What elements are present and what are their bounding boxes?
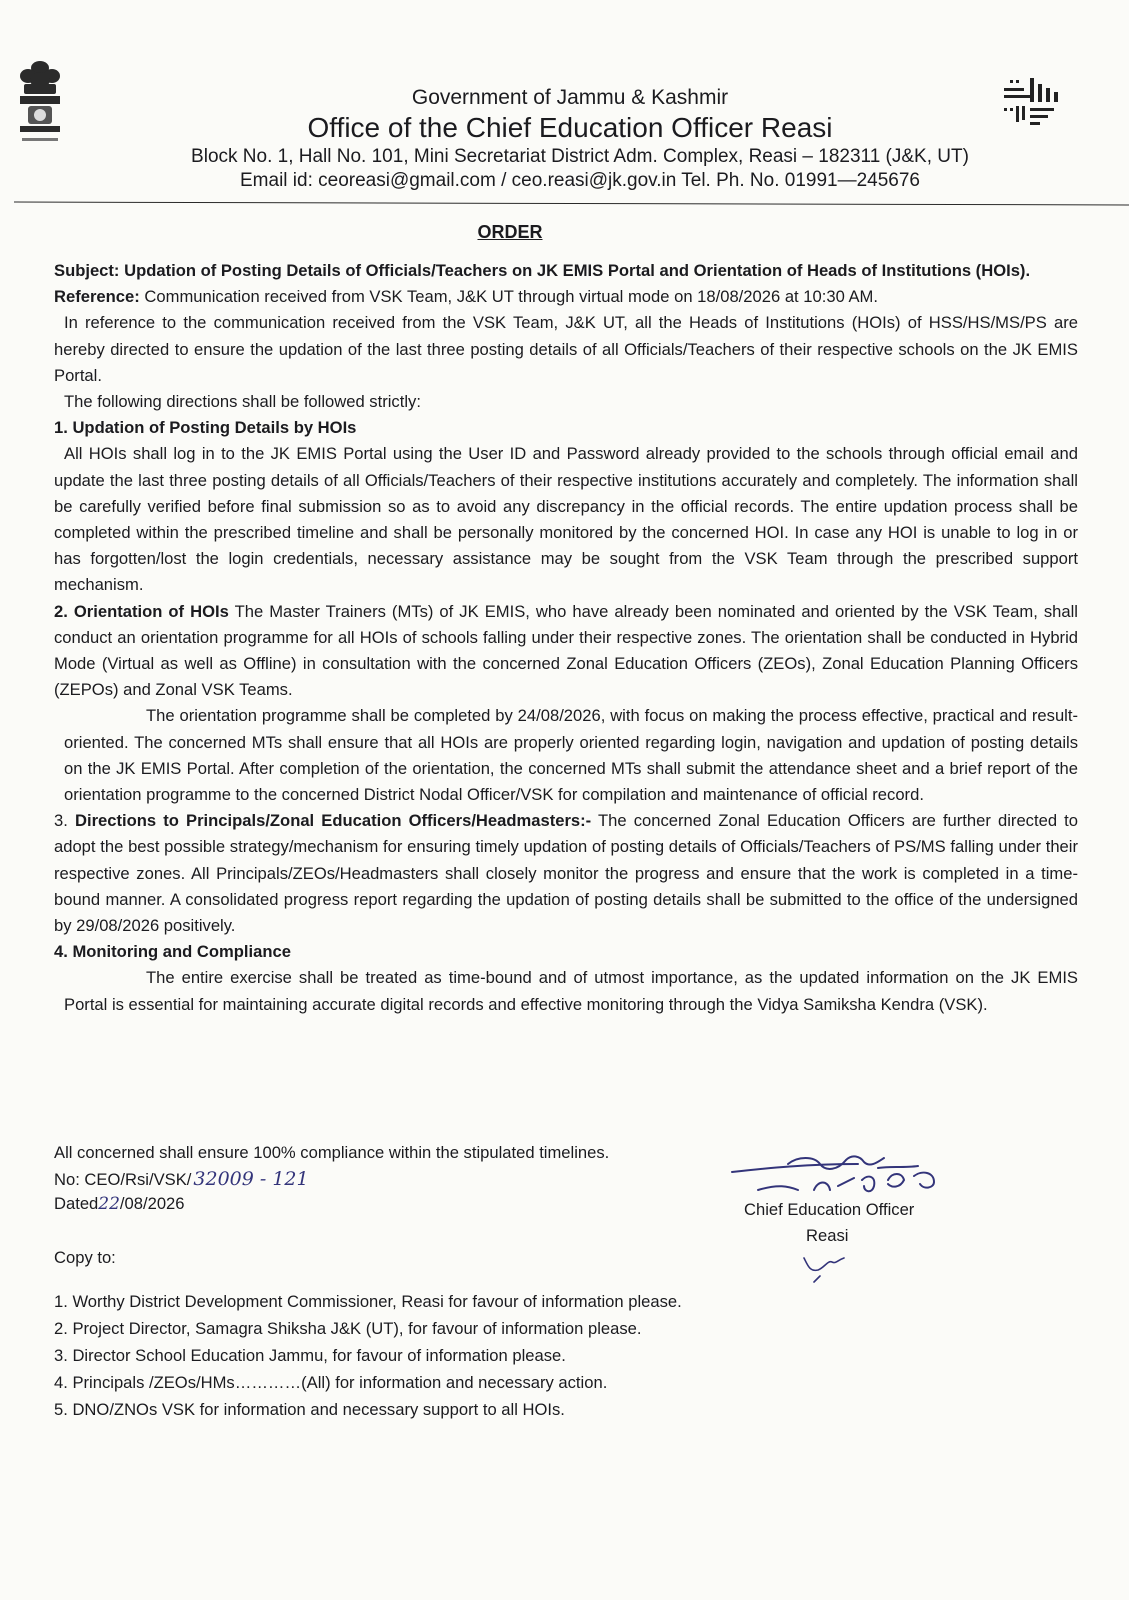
date-label: Dated <box>54 1194 99 1213</box>
section-2-text: The Master Trainers (MTs) of JK EMIS, who have already been nominated and oriented by the VSK Team, shall conduct an orientation programme for all HOIs of schools falling under their respective zones. The orientation shall be conducted in Hybrid Mode (Virtual as well as Offline) in consultation with the concerned Zonal Education Officers (ZEOs), Zonal Education Planning Officers (ZEPOs) and Zonal VSK Teams. <box>54 601 1078 700</box>
date-rest: /08/2026 <box>119 1194 185 1213</box>
subject-text: Updation of Posting Details of Officials/Teachers on JK EMIS Portal and Orientation of Heads of Institutions (HOIs). <box>124 261 1031 280</box>
header-contact: Email id: ceoreasi@gmail.com / ceo.reasi@jk.gov.in Tel. Ph. No. 01991—245676 <box>240 170 920 191</box>
order-number-label: No: CEO/Rsi/VSK/ <box>54 1170 192 1189</box>
section-4-heading: 4. Monitoring and Compliance <box>54 942 291 962</box>
signatory-designation: Chief Education Officer <box>744 1200 915 1219</box>
list-item: 1. Worthy District Development Commissioner, Reasi for favour of information please. <box>54 1292 682 1311</box>
order-title: ORDER <box>477 222 543 242</box>
order-number-handwritten: 32009 - 121 <box>193 1168 309 1190</box>
reference-text: Communication received from VSK Team, J&K UT through virtual mode on 18/08/2026 at 10:30 AM. <box>144 287 878 307</box>
signatory-place: Reasi <box>806 1226 849 1245</box>
section-1-heading: 1. Updation of Posting Details by HOIs <box>54 418 357 438</box>
section-3-heading: Directions to Principals/Zonal Education Officers/Headmasters:- <box>74 811 592 831</box>
header-address: Block No. 1, Hall No. 101, Mini Secretariat District Adm. Complex, Reasi – 182311 (J&K, UT) <box>191 146 969 167</box>
section-2-heading: 2. Orientation of HOIs <box>54 601 229 621</box>
copy-to-label: Copy to: <box>54 1248 116 1267</box>
section-3-paragraph <box>54 808 1078 939</box>
section-2-text-2: The orientation programme shall be completed by 24/08/2026, with focus on making the process effective, practical and result-oriented. The concerned MTs shall ensure that all HOIs are properly oriented regarding login, navigation and updation of posting details on the JK EMIS Portal. After completion of the orientation, the concerned MTs shall submit the attendance sheet and a brief report of the orientation programme to the concerned District Nodal Officer/VSK for compilation and maintenance of official record. <box>64 706 1078 805</box>
national-emblem-icon <box>14 58 66 150</box>
section-3-text: The concerned Zonal Education Officers are further directed to adopt the best possible strategy/mechanism for ensuring timely updation of posting details of Officials/Teachers of PS/MS falling under their respective zones. All Principals/ZEOs/Headmasters shall closely monitor the progress and ensure that the work is completed in a time-bound manner. A consolidated progress report regarding the updation of posting details shall be submitted to the office of the undersigned by 29/08/2026 positively. <box>54 811 1078 936</box>
list-item: 2. Project Director, Samagra Shiksha J&K (UT), for favour of information please. <box>54 1319 642 1338</box>
list-item: 4. Principals /ZEOs/HMs…………(All) for information and necessary action. <box>54 1373 608 1392</box>
reference-label: Reference: <box>54 287 140 307</box>
intro-paragraph: In reference to the communication received from the VSK Team, J&K UT, all the Heads of Institutions (HOIs) of HSS/HS/MS/PS are hereby directed to ensure the updation of the last three posting details of all Officials/Teachers of their respective schools on the JK EMIS Portal. <box>54 313 1078 385</box>
list-item: 3. Director School Education Jammu, for favour of information please. <box>54 1346 566 1365</box>
reference-line <box>54 284 1078 310</box>
header-government: Government of Jammu & Kashmir <box>411 86 729 109</box>
order-number <box>54 1168 309 1190</box>
order-body <box>54 258 1078 1018</box>
subject-line <box>54 258 1078 284</box>
directions-intro: The following directions shall be followed strictly: <box>64 392 421 412</box>
subject-label: Subject: <box>54 261 120 280</box>
section-4-text: The entire exercise shall be treated as time-bound and of utmost importance, as the updated information on the JK EMIS Portal is essential for maintaining accurate digital records and effective monitoring through the Vidya Samiksha Kendra (VSK). <box>64 968 1078 1014</box>
header-office: Office of the Chief Education Officer Reasi <box>307 112 833 143</box>
date-day-handwritten: 22 <box>98 1194 120 1214</box>
order-date <box>54 1194 185 1214</box>
section-1-text: All HOIs shall log in to the JK EMIS Portal using the User ID and Password already provided to the schools through official email and update the last three posting details of all Officials/Teachers of their respective institutions accurately and completely. The information shall be carefully verified before final submission so as to avoid any discrepancy in the official records. The entire updation process shall be completed within the prescribed timeline and shall be personally monitored by the concerned HOI. In case any HOI is unable to log in or has forgotten/lost the login credentials, necessary assistance may be sought from the VSK Team through the prescribed support mechanism. <box>54 444 1078 595</box>
section-3-number: 3. <box>54 811 68 831</box>
copy-to-list <box>54 1288 682 1423</box>
header-divider <box>14 202 1129 206</box>
section-2-paragraph <box>54 599 1078 704</box>
initials-mark <box>800 1250 850 1284</box>
closing-line: All concerned shall ensure 100% compliance within the stipulated timelines. <box>54 1143 610 1162</box>
list-item: 5. DNO/ZNOs VSK for information and necessary support to all HOIs. <box>54 1400 565 1419</box>
